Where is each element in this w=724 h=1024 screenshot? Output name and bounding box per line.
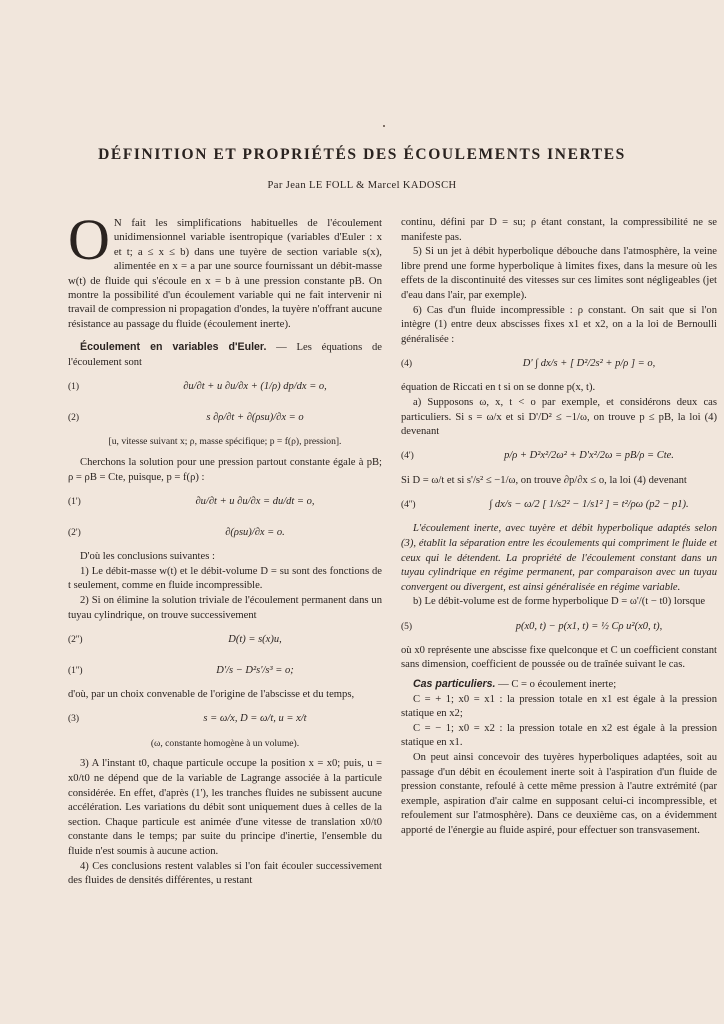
equation-1p [68, 488, 382, 516]
eq-number: (2'') [68, 634, 83, 645]
paragraph: continu, défini par D = su; ρ étant constant, la compressibilité ne se manifeste pas. [401, 217, 717, 243]
paragraph: 5) Si un jet à débit hyperbolique débouche dans l'atmosphère, la veine libre prend une forme hyperbolique à limites fixes, dans la mesure où les effets de la discontinuité des vitesses sur ces limites sont négligeables (jet d'eau dans l'air, par exemple). [401, 246, 717, 301]
case-2: C = − 1; x0 = x2 : la pression totale en x2 est égale à la pression statique en x1. [401, 722, 717, 749]
eq-body: ∂u/∂t + u ∂u/∂x + (1/ρ) dp/dx = o, [183, 381, 327, 393]
eq-body: D' ∫ dx/s + [ D²/2s² + p/ρ ] = o, [522, 358, 656, 370]
left-column [68, 207, 382, 889]
page-mark [383, 125, 385, 127]
eq-number: (1'') [68, 665, 83, 676]
case-1: C = + 1; x0 = x1 : la pression totale en x1 est égale à la pression statique en x2; [401, 693, 717, 720]
eq-number: (4) [401, 359, 413, 370]
equation-5 [401, 613, 717, 641]
eq-body: D(t) = s(x)u, [228, 633, 282, 645]
equation-2p [68, 519, 382, 547]
eq-body: s ∂ρ/∂t + ∂(ρsu)/∂x = o [206, 412, 304, 424]
eq-number: (2') [68, 527, 81, 538]
drop-cap: O [68, 207, 110, 272]
cases-heading [401, 677, 717, 693]
eq-number: (1') [68, 496, 81, 507]
paragraph: 4) Ces conclusions restent valables si l'on fait écouler successivement des fluides de densités différentes, u restant [68, 860, 382, 887]
section-heading-euler [68, 340, 382, 370]
note-variables: [u, vitesse suivant x; ρ, masse spécifique; p = f(ρ), pression]. [108, 436, 342, 448]
paragraph: 3) A l'instant t0, chaque particule occupe la position x = x0; puis, u = x0/t0 ne dépend que de la variable de Lagrange associée à la particule considérée. En effet, d'après (1'), les tranches fluides ne subissent aucune accélération. Les variations du débit sont uniquement dues à celles de la section. Chaque particule est animée d'une vitesse de translation x0/t0 constante dans le temps; par suite du principe d'inertie, l'ensemble du fluide n'est soumis à aucune action. [68, 758, 382, 857]
heading-euler-rest: — Les équations de l'écoulement sont [68, 342, 382, 368]
eq-number: (1) [68, 382, 80, 393]
equation-1pp [68, 657, 382, 685]
paragraph: D'où les conclusions suivantes : [80, 551, 215, 563]
note-omega: (ω, constante homogène à un volume). [150, 737, 300, 749]
heading-euler: Écoulement en variables d'Euler. [80, 341, 267, 354]
paragraph: équation de Riccati en t si on se donne p(x, t). [401, 382, 596, 394]
equation-1 [68, 373, 382, 401]
equation-3 [68, 706, 382, 734]
intro-text: N fait les simplifications habituelles de l'écoulement unidimensionnel variable isentropique (variables d'Euler : x et t; a ≤ x ≤ b) dans une tuyère de section variable s(x), alimentée en x = a par une source fournissant un débit-masse w(t) de fluide qui s'écoule en x = b à une pression constante pB. On montre la possibilité d'un écoulement variable qui ne fait intervenir ni travail de compression ni propagation d'ondes, la tuyère n'offrant aucune résistance au passage du fluide (écoulement inerte). [68, 217, 382, 330]
eq-body: ∫ dx/s − ω/2 [ 1/s2² − 1/s1² ] = t²/ρω (p2 − p1). [489, 499, 689, 511]
paragraph: d'où, par un choix convenable de l'origine de l'abscisse et du temps, [68, 689, 355, 701]
eq-body: p(x0, t) − p(x1, t) = ½ Cρ u²(x0, t), [515, 620, 663, 632]
equation-4pp [401, 491, 717, 519]
equation-2pp [68, 626, 382, 654]
paragraph: Cherchons la solution pour une pression partout constante égale à pB; ρ = ρB = Cte, puisque, p = f(ρ) : [68, 457, 382, 483]
equation-4p [401, 443, 717, 471]
paragraph: b) Le débit-volume est de forme hyperbolique D = ω'/(t − t0) lorsque [413, 596, 706, 608]
paragraph: Si D = ω/t et si s'/s² ≤ −1/ω, on trouve ∂p/∂x ≤ o, la loi (4) devenant [401, 474, 687, 486]
equation-2 [68, 404, 382, 432]
eq-number: (3) [68, 714, 80, 725]
eq-number: (4'') [401, 500, 416, 511]
intro-paragraph [68, 207, 382, 331]
paragraph: où x0 représente une abscisse fixe quelconque et C un coefficient constant sans dimension, coefficient de poussée ou de traînée suivant le cas. [401, 644, 717, 671]
article-title: DÉFINITION ET PROPRIÉTÉS DES ÉCOULEMENTS INERTES [98, 146, 626, 163]
italic-text: L'écoulement inerte, avec tuyère et débit hyperbolique adaptés selon (3), établit la séparation entre les écoulements qui compriment le fluide et ceux qui le détendent. La propriété de l'écoulement constant dans un tuyau cylindrique en régime permanent, par comparaison avec un tuyau convergent ou divergent, est ainsi généralisée en régime variable. [401, 523, 717, 593]
equation-4 [401, 350, 717, 378]
paragraph: a) Supposons ω, x, t < o par exemple, et considérons deux cas particuliers. Si s = ω/x et si D'/D² ≤ −1/ω, on trouve p ≤ pB, la loi (4) devenant [401, 396, 717, 438]
eq-body: s = ω/x, D = ω/t, u = x/t [203, 713, 307, 725]
eq-number: (5) [401, 621, 413, 632]
eq-number: (2) [68, 413, 80, 424]
paragraph: 1) Le débit-masse w(t) et le débit-volume D = su sont des fonctions de t seulement, comme en fluide incompressible. [68, 565, 382, 592]
paragraph: 2) Si on élimine la solution triviale de l'écoulement permanent dans un tuyau cylindrique, on trouve successivement [68, 595, 382, 621]
eq-body: ∂(ρsu)/∂x = o. [225, 526, 285, 538]
cases-rest: — C = o écoulement inerte; [495, 679, 617, 691]
eq-number: (4') [401, 451, 414, 462]
eq-body: ∂u/∂t + u ∂u/∂x = du/dt = o, [195, 495, 315, 507]
paragraph: On peut ainsi concevoir des tuyères hyperboliques adaptées, soit au passage d'un débit en écoulement inerte soit à l'aspiration d'un fluide de pression constante, refoulé à cette même pression à l'autre extrémité (par exemple, aspiration d'air calme en supposant celui-ci incompressible, et refoulement sur l'atmosphère). Dans ce deuxième cas, on a évidemment apporté de l'énergie au fluide aspiré, pour effectuer son transvasement. [401, 752, 717, 836]
eq-body: p/ρ + D²x²/2ω² + D'x²/2ω = pB/ρ = Cte. [504, 450, 674, 462]
eq-body: D'/s − D²s'/s³ = o; [216, 664, 294, 676]
paragraph: 6) Cas d'un fluide incompressible : ρ constant. On sait que si l'on intègre (1) entre deux abscisses fixes x1 et x2, on a la loi de Bernoulli généralisée : [401, 304, 717, 345]
paragraph-italic [401, 522, 717, 595]
article-authors: Par Jean LE FOLL & Marcel KADOSCH [267, 180, 457, 191]
right-column [401, 216, 717, 839]
cases-title: Cas particuliers. [413, 678, 496, 691]
